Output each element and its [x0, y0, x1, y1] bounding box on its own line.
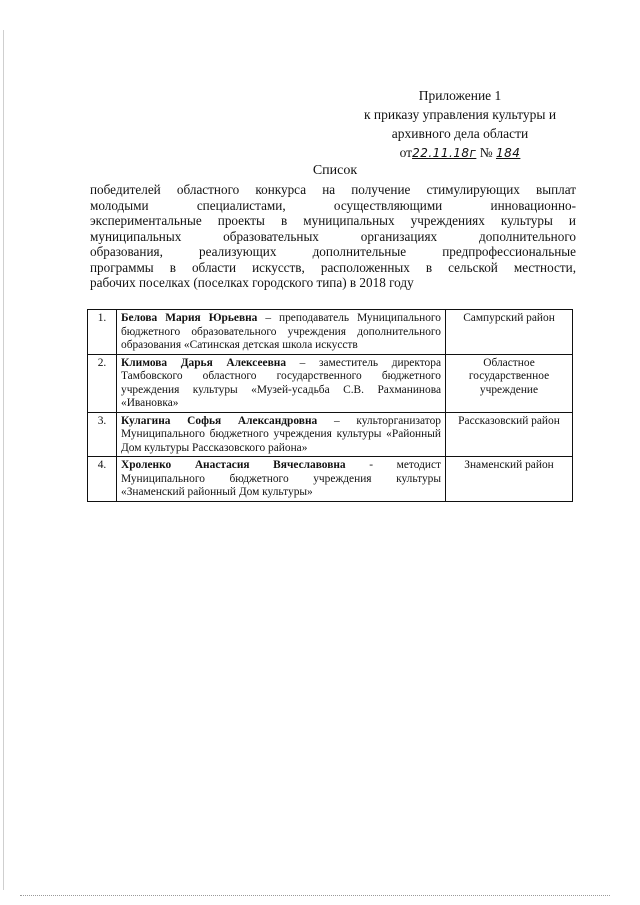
list-title: Список [312, 163, 358, 178]
row-number: 3. [88, 412, 117, 457]
description-line: молодыми специалистами, осуществляющими инновационно- [90, 197, 576, 213]
winner-position: – культорганизатор Муниципального бюджетного учреждения культуры «Районный Дом культуры Рассказовского района» [121, 414, 441, 454]
winner-description [117, 310, 446, 355]
description-line: экспериментальные проекты в муниципальных учреждениях культуры и [90, 213, 576, 228]
table-row [88, 457, 573, 502]
winner-name: Белова Мария Юрьевна [121, 312, 258, 324]
description-line: победителей областного конкурса на получение стимулирующих выплат [90, 182, 576, 197]
winner-district: Областное государственное учреждение [446, 354, 573, 412]
winner-position: - методист Муниципального бюджетного учреждения культуры «Знаменский районный Дом культуры» [121, 459, 441, 498]
winner-description [117, 412, 446, 457]
handwritten-number: 184 [495, 146, 521, 160]
winner-description [117, 354, 446, 412]
number-prefix: № [476, 145, 496, 160]
scan-bottom-artifact [20, 895, 610, 899]
appendix-order-line: к приказу управления культуры и [363, 107, 557, 122]
row-number: 2. [88, 354, 117, 412]
winner-name: Кулагина Софья Александровна [121, 414, 318, 427]
winner-position: – заместитель директора Тамбовского областного государственного бюджетного учреждения культуры «Музей-усадьба С.В. Рахманинова «Ивановка» [121, 356, 442, 409]
appendix-header [340, 86, 580, 163]
row-number: 1. [88, 310, 117, 355]
description-line: муниципальных образовательных организациях дополнительного [90, 228, 576, 244]
row-number: 4. [88, 457, 117, 502]
handwritten-date: 22.11.18г [412, 146, 477, 160]
winner-name: Хроленко Анастасия Вячеславовна [121, 459, 346, 471]
winner-district: Рассказовский район [446, 412, 573, 457]
table-row [88, 310, 573, 355]
appendix-department-line: архивного дела области [391, 126, 529, 141]
table-row [88, 412, 573, 457]
winners-table [87, 309, 573, 502]
winner-description [117, 457, 446, 502]
winner-district: Знаменский район [446, 457, 573, 502]
description-line: образования, реализующих дополнительные предпрофессиональные [90, 244, 576, 259]
list-description [90, 182, 576, 291]
date-prefix: от [399, 145, 413, 160]
winner-district: Сампурский район [446, 310, 573, 355]
appendix-title: Приложение 1 [418, 88, 502, 103]
description-line: программы в области искусств, расположенных в сельской местности, [90, 259, 576, 275]
description-line: рабочих поселках (поселках городского типа) в 2018 году [90, 275, 414, 290]
table-row [88, 354, 573, 412]
appendix-date-line [340, 143, 580, 163]
winner-name: Климова Дарья Алексеевна [121, 356, 287, 369]
winner-position: – преподаватель Муниципального бюджетного образовательного учреждения дополнительного образования «Сатинская детская школа искусств [121, 312, 441, 351]
scan-edge-line [3, 30, 4, 890]
